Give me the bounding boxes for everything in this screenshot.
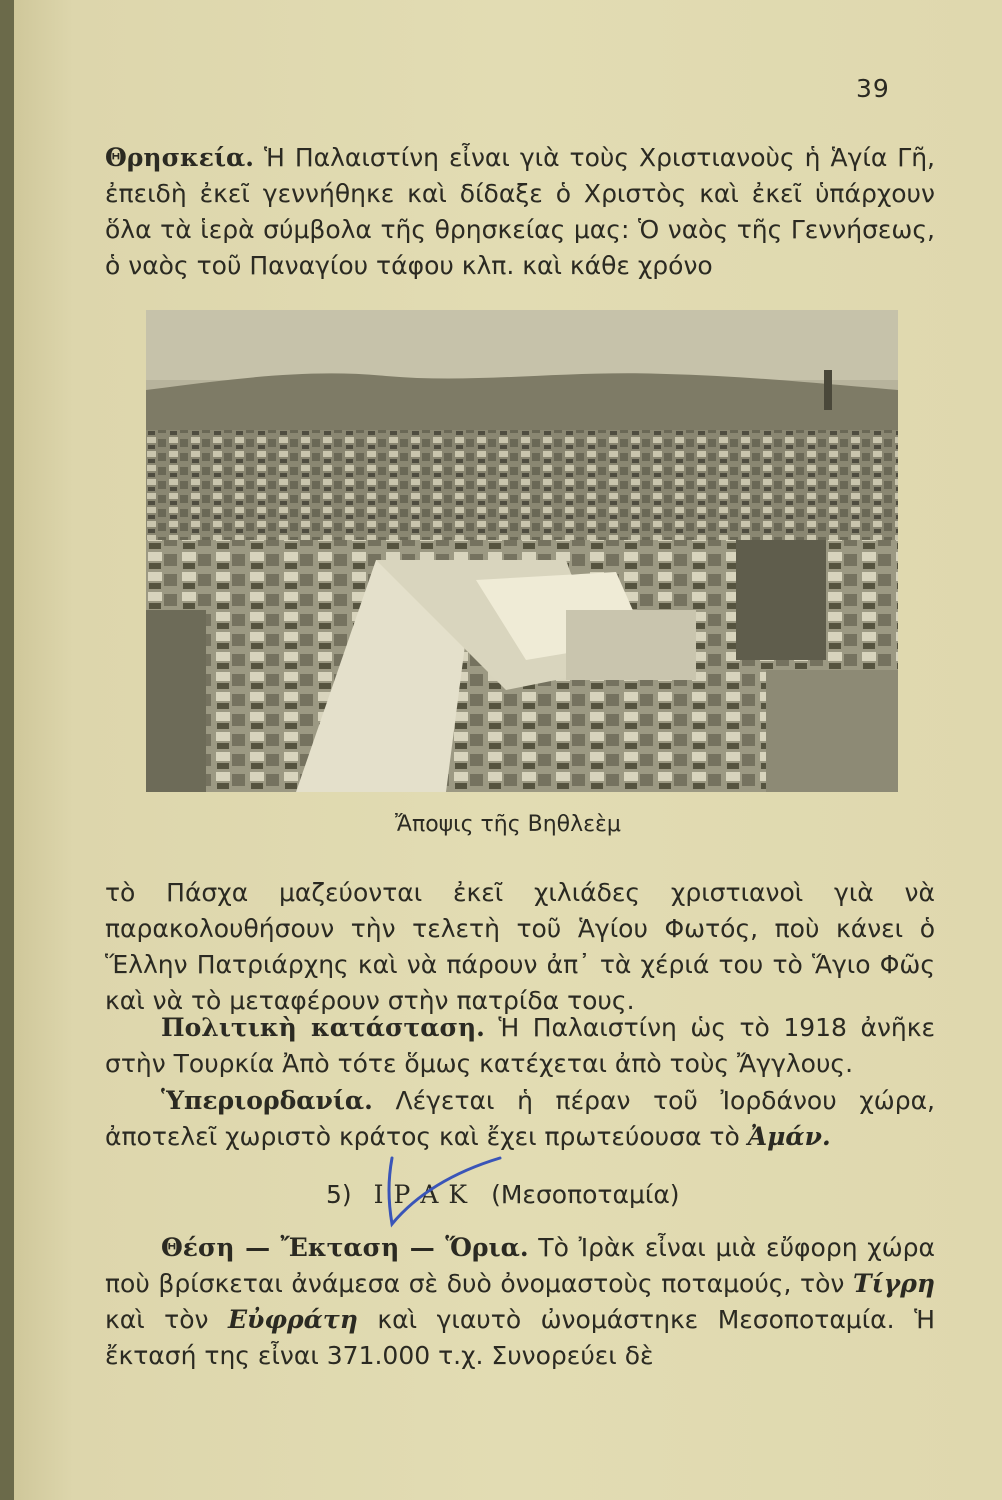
paragraph-politics [105,1010,935,1082]
paragraph-iraq [105,1230,935,1374]
section-label-religion: Θρησκεία. [105,143,254,172]
paragraph-text: Τὸ Ἰρὰκ εἶναι μιὰ εὔφορη χώρα ποὺ βρίσκεται ἀνάμεσα σὲ δυὸ ὀνομαστοὺς ποταμούς, τὸν [105,1233,935,1298]
river-tigris: Τίγρη [852,1269,935,1298]
section-number: 5) [326,1180,352,1209]
page-number: 39 [856,74,890,103]
photo-caption: Ἄποψις τῆς Βηθλεὲμ [395,812,621,837]
pen-checkmark [364,1150,524,1230]
book-page [14,0,1002,1500]
section-subtitle: (Μεσοποταμία) [491,1180,680,1209]
bethlehem-photo [146,310,898,792]
river-euphrates: Εὐφράτη [228,1305,358,1334]
capital-name: Ἀμάν. [747,1122,831,1151]
paragraph-text: Λέγεται ἡ πέραν τοῦ Ἰορδάνου χώρα, ἀποτελεῖ χωριστὸ κράτος καὶ ἔχει πρωτεύουσα τὸ [105,1086,935,1151]
paragraph-religion [105,140,935,284]
paragraph-text: καὶ τὸν [105,1305,228,1334]
section-label-transjordan: Ὑπεριορδανία. [161,1086,373,1115]
bethlehem-photo-illustration [146,310,898,792]
section-country: ΙΡΑΚ [373,1180,478,1209]
paragraph-text: καὶ γιαυτὸ ὠνομάστηκε Μεσοποταμία. Ἡ ἔκτασή της εἶναι 371.000 τ.χ. Συνορεύει δὲ [105,1305,935,1370]
section-label-location: Θέση — Ἔκταση — Ὅρια. [161,1233,529,1262]
paragraph-transjordan [105,1083,935,1155]
paragraph-easter [105,875,935,1019]
paragraph-text: τὸ Πάσχα μαζεύονται ἐκεῖ χιλιάδες χριστιανοὶ γιὰ νὰ παρακολουθήσουν τὴν τελετὴ τοῦ Ἁγίου Φωτός, ποὺ κάνει ὁ Ἕλλην Πατριάρχης καὶ νὰ πάρουν ἀπ᾽ τὰ χέριά του τὸ Ἅγιο Φῶς καὶ νὰ τὸ μεταφέρουν στὴν πατρίδα τους. [105,878,935,1015]
section-label-politics: Πολιτικὴ κατάσταση. [161,1013,485,1042]
paragraph-text: Ἡ Παλαιστίνη ὡς τὸ 1918 ἀνῆκε στὴν Τουρκία Ἀπὸ τότε ὅμως κατέχεται ἀπὸ τοὺς Ἄγγλους. [105,1013,935,1078]
paragraph-text: Ἡ Παλαιστίνη εἶναι γιὰ τοὺς Χριστιανοὺς ἡ Ἁγία Γῆ, ἐπειδὴ ἐκεῖ γεννήθηκε καὶ δίδαξε ὁ Χριστὸς καὶ ἐκεῖ ὑπάρχουν ὅλα τὰ ἱερὰ σύμβολα τῆς θρησκείας μας: Ὁ ναὸς τῆς Γεννήσεως, ὁ ναὸς τοῦ Παναγίου τάφου κλπ. καὶ κάθε χρόνο [105,143,935,280]
